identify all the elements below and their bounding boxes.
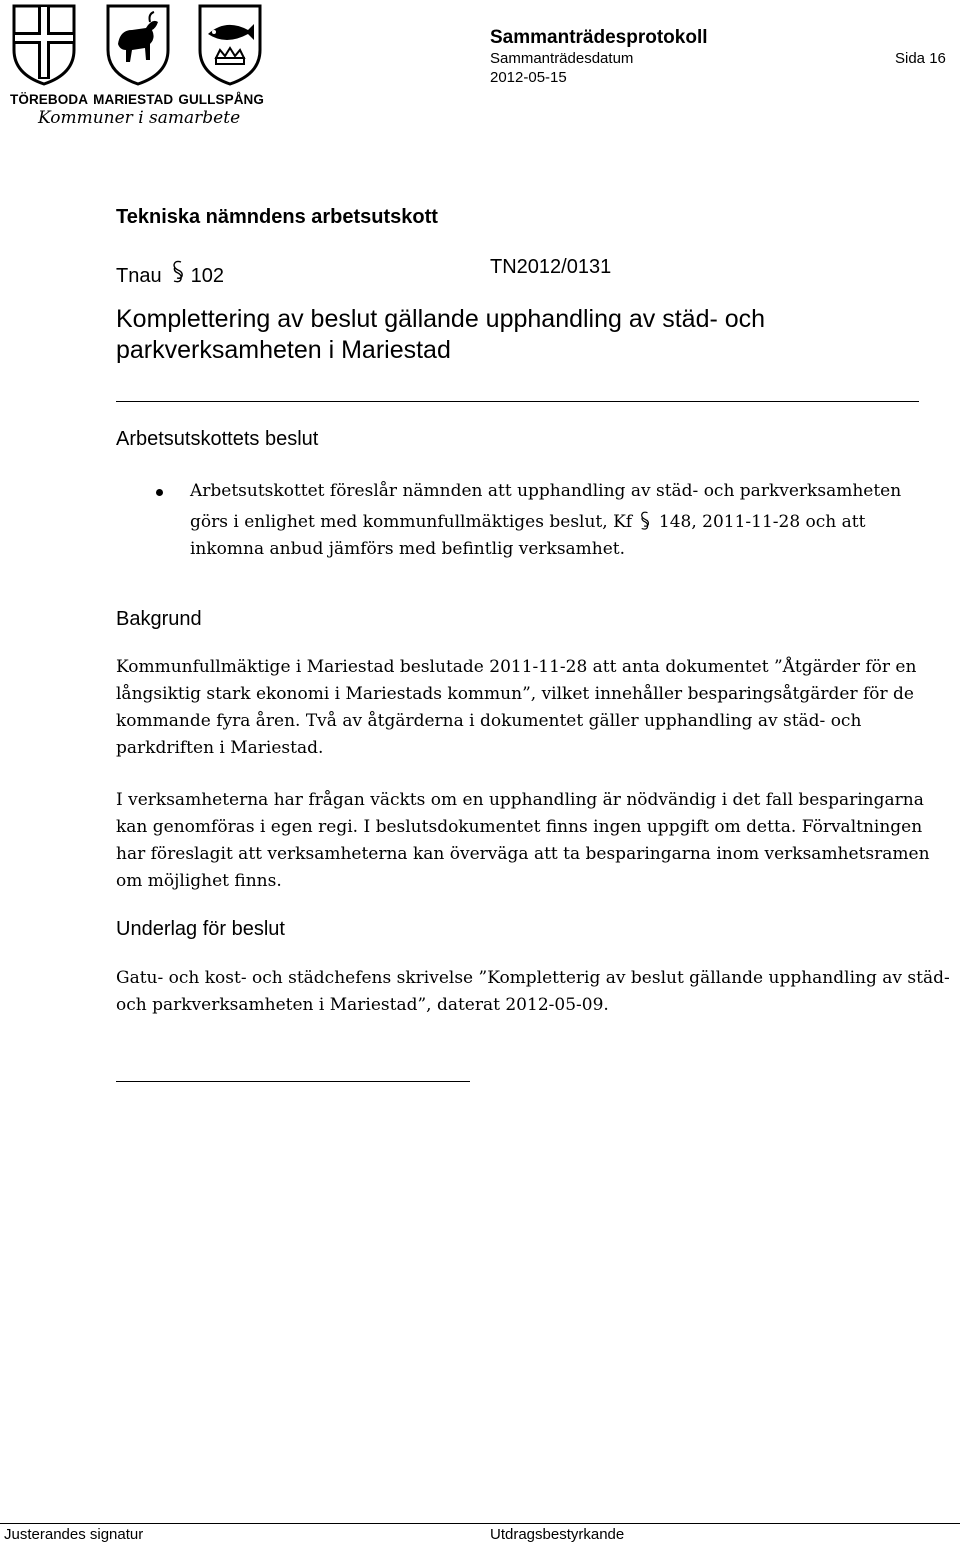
decision-text bbox=[190, 478, 920, 563]
decision-heading: Arbetsutskottets beslut bbox=[116, 428, 319, 450]
municipality-name-gullspang: GULLSPÅNG bbox=[178, 92, 264, 107]
case-number: 102 bbox=[190, 265, 224, 287]
municipality-name-toreboda: TÖREBODA bbox=[10, 92, 89, 107]
municipal-logo-block bbox=[8, 4, 264, 134]
cross-shield-icon bbox=[12, 4, 76, 86]
extract-certification-label: Utdragsbestyrkande bbox=[490, 1526, 625, 1543]
case-prefix: Tnau bbox=[116, 265, 162, 287]
end-divider bbox=[116, 1081, 470, 1082]
footer-divider bbox=[0, 1523, 960, 1524]
meeting-date: 2012-05-15 bbox=[490, 69, 567, 86]
municipality-names bbox=[10, 92, 264, 107]
basis-heading: Underlag för beslut bbox=[116, 918, 285, 940]
background-heading: Bakgrund bbox=[116, 608, 202, 630]
background-paragraph-2: I verksamheterna har frågan väckts om en upphandling är nödvändig i det fall besparingarna kan genomföras i egen regi. I beslutsdokumentet finns ingen uppgift om detta. Förvaltningen har föreslagit att verksamheterna kan överväga att ta besparingarna inom verksamhetsramen om möjlighet finns. bbox=[116, 790, 930, 891]
meeting-date-label: Sammanträdesdatum bbox=[490, 50, 634, 67]
decision-text-part2: 148, 2011-11-28 och att inkomna anbud jämförs med befintlig verksamhet. bbox=[190, 512, 866, 559]
municipality-name-mariestad: MARIESTAD bbox=[93, 92, 174, 107]
section-sign-icon bbox=[640, 510, 650, 532]
background-paragraph-1: Kommunfullmäktige i Mariestad beslutade 2011-11-28 att anta dokumentet ”Åtgärder för en långsiktig stark ekonomi i Mariestads kommun”, vilket innehåller besparingsåtgärder för de kommande fyra åren. Två av åtgärderna i dokumentet gäller upphandling av städ- och parkdriften i Mariestad. bbox=[116, 657, 917, 758]
diary-number: TN2012/0131 bbox=[490, 256, 612, 278]
bull-shield-icon bbox=[106, 4, 170, 86]
fish-crown-shield-icon bbox=[198, 4, 262, 86]
case-reference bbox=[116, 256, 224, 288]
protocol-title: Sammanträdesprotokoll bbox=[490, 27, 708, 48]
title-divider bbox=[116, 401, 919, 402]
bullet-icon bbox=[156, 489, 163, 496]
logo-tagline: Kommuner i samarbete bbox=[38, 108, 241, 128]
signature-label: Justerandes signatur bbox=[4, 1526, 144, 1543]
decision-text-part1: Arbetsutskottet föreslår nämnden att upphandling av städ- och parkverksamheten görs i enlighet med kommunfullmäktiges beslut, Kf bbox=[190, 481, 902, 532]
section-sign-icon bbox=[172, 259, 184, 285]
committee-name: Tekniska nämndens arbetsutskott bbox=[116, 206, 438, 228]
document-title: Komplettering av beslut gällande upphandling av städ- och parkverksamheten i Mariestad bbox=[116, 305, 766, 364]
basis-paragraph: Gatu- och kost- och städchefens skrivelse ”Kompletterig av beslut gällande upphandling av städ- och parkverksamheten i Mariestad”, daterat 2012-05-09. bbox=[116, 968, 950, 1015]
page-number: Sida 16 bbox=[895, 50, 946, 67]
